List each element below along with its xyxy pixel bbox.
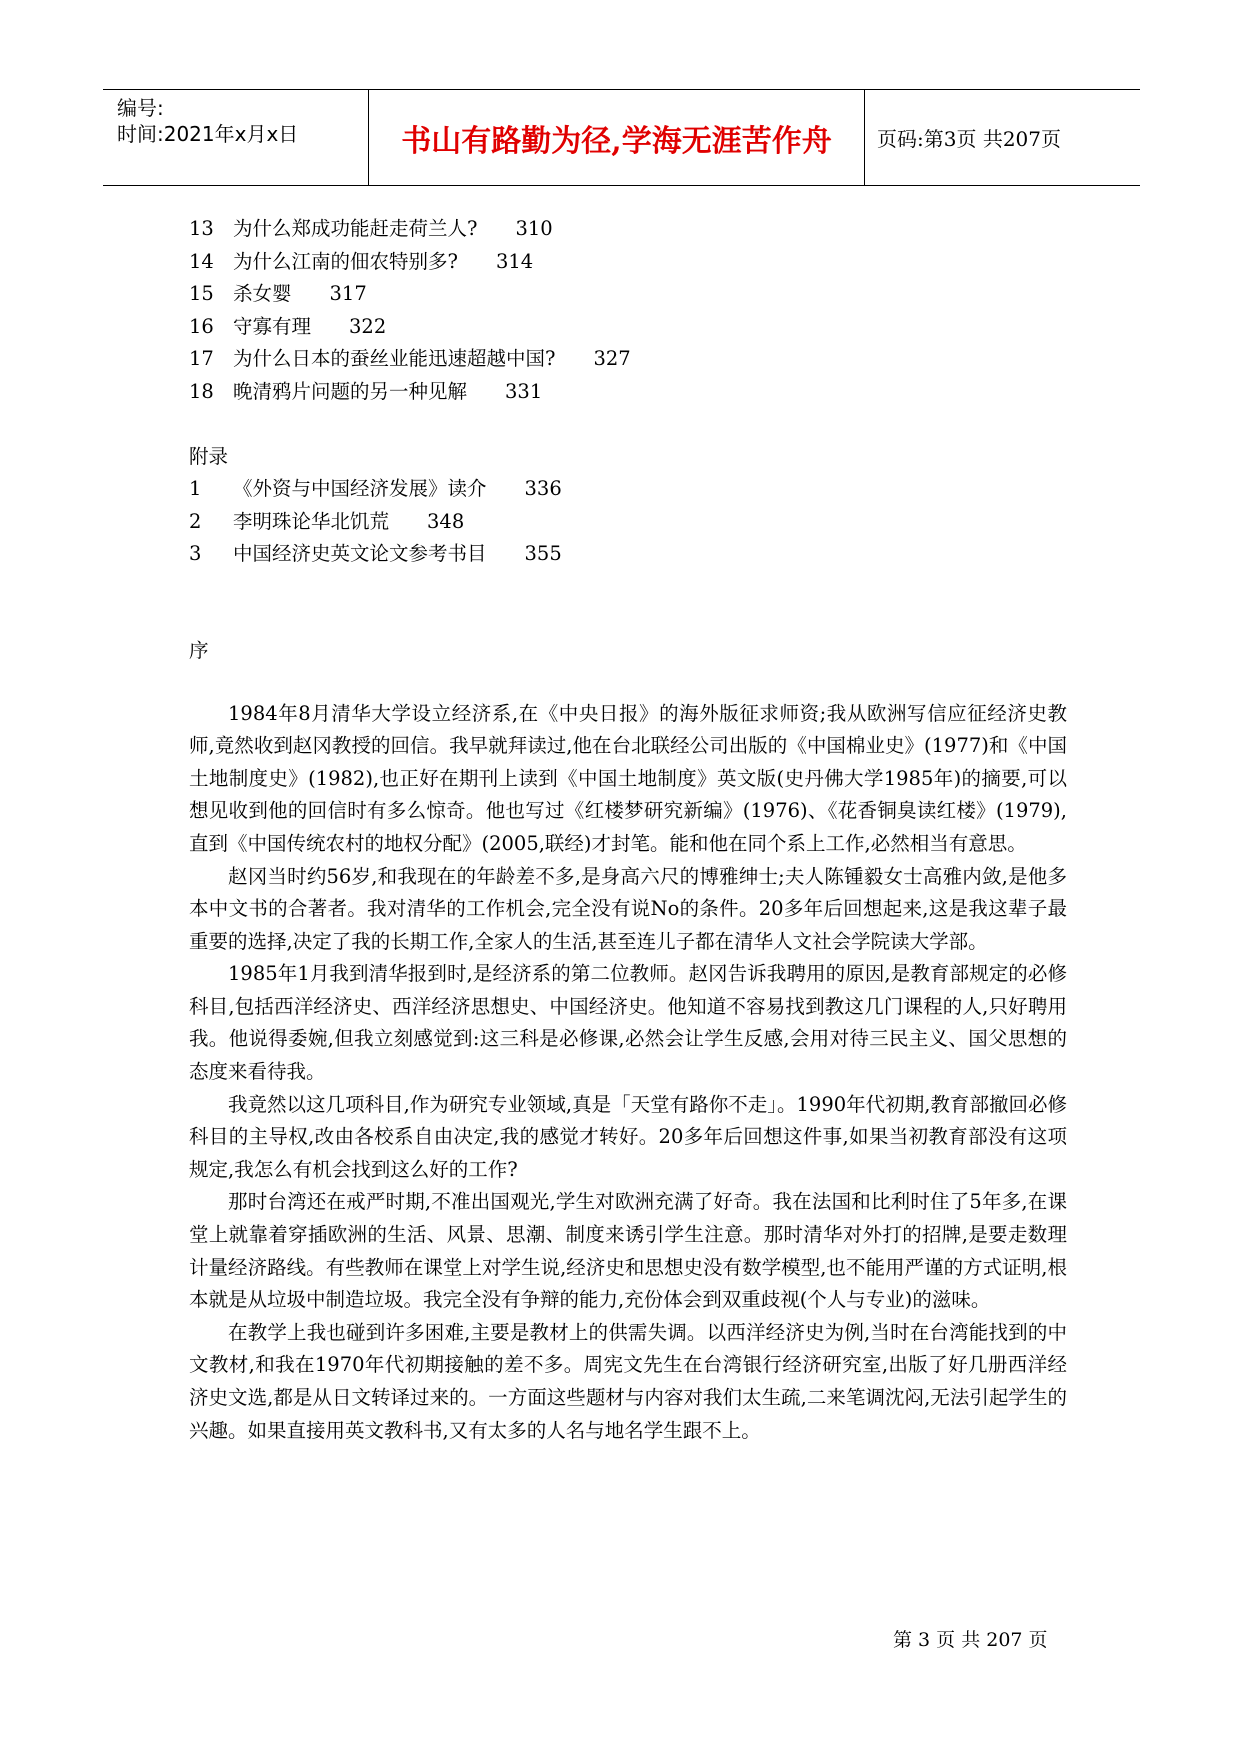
preface-heading: 序 xyxy=(189,638,209,662)
header-page-cell xyxy=(865,90,1140,185)
appendix-number: 3 xyxy=(189,542,202,566)
toc-item xyxy=(189,343,1067,376)
toc-item xyxy=(189,278,1067,311)
appendix-page: 348 xyxy=(427,509,465,533)
paragraph: 我竟然以这几项科目,作为研究专业领域,真是「天堂有路你不走」。1990年代初期,教育部撤回必修科目的主导权,改由各校系自由决定,我的感觉才转好。20多年后回想这件事,如果当初教育部没有这项规定,我怎么有机会找到这么好的工作? xyxy=(189,1092,1067,1181)
appendix-item xyxy=(189,473,1067,506)
toc-number: 17 xyxy=(189,347,214,371)
toc-number: 15 xyxy=(189,282,214,306)
page-footer: 第 3 页 共 207 页 xyxy=(893,1629,1048,1651)
motto: 书山有路勤为径,学海无涯苦作舟 xyxy=(401,123,832,159)
toc-page: 317 xyxy=(329,282,367,306)
toc-page: 327 xyxy=(593,347,631,371)
paragraph: 1984年8月清华大学设立经济系,在《中央日报》的海外版征求师资;我从欧洲写信应征经济史教师,竟然收到赵冈教授的回信。我早就拜读过,他在台北联经公司出版的《中国棉业史》(1977)和《中国土地制度史》(1982),也正好在期刊上读到《中国土地制度》英文版(史丹佛大学1985年)的摘要,可以想见收到他的回信时有多么惊奇。他也写过《红楼梦研究新编》(1976)、《花香铜臭读红楼》(1979),直到《中国传统农村的地权分配》(2005,联经)才封笔。能和他在同个系上工作,必然相当有意思。 xyxy=(189,701,1067,855)
paragraph: 赵冈当时约56岁,和我现在的年龄差不多,是身高六尺的博雅绅士;夫人陈锺毅女士高雅内敛,是他多本中文书的合著者。我对清华的工作机会,完全没有说No的条件。20多年后回想起来,这是我这辈子最重要的选择,决定了我的长期工作,全家人的生活,甚至连儿子都在清华人文社会学院读大学部。 xyxy=(189,864,1067,953)
time-label: 时间:2021年x月x日 xyxy=(117,122,299,146)
toc-list xyxy=(189,213,1067,409)
toc-item xyxy=(189,376,1067,409)
appendix-item xyxy=(189,506,1067,539)
paragraph: 那时台湾还在戒严时期,不准出国观光,学生对欧洲充满了好奇。我在法国和比利时住了5年多,在课堂上就靠着穿插欧洲的生活、风景、思潮、制度来诱引学生注意。那时清华对外打的招牌,是要走数理计量经济路线。有些教师在课堂上对学生说,经济史和思想史没有数学模型,也不能用严谨的方式证明,根本就是从垃圾中制造垃圾。我完全没有争辩的能力,充份体会到双重歧视(个人与专业)的滋味。 xyxy=(189,1190,1067,1312)
toc-number: 16 xyxy=(189,314,214,338)
toc-page: 314 xyxy=(495,249,534,273)
toc-number: 18 xyxy=(189,379,214,403)
appendix-title: 《外资与中国经济发展》读介 xyxy=(233,477,487,501)
header-motto-cell xyxy=(368,90,865,185)
appendix-title: 李明珠论华北饥荒 xyxy=(233,509,390,533)
toc-title: 晚清鸦片问题的另一种见解 xyxy=(233,379,468,403)
appendix-number: 2 xyxy=(189,509,202,533)
page-info: 页码:第3页 共207页 xyxy=(877,127,1061,151)
toc-page: 331 xyxy=(505,379,543,403)
header-left-cell xyxy=(103,90,368,185)
toc-page: 310 xyxy=(515,217,553,240)
toc-item xyxy=(189,246,1067,279)
appendix-page: 355 xyxy=(524,542,562,566)
appendix-title: 中国经济史英文论文参考书目 xyxy=(233,542,487,566)
toc-page: 322 xyxy=(349,314,387,338)
paragraph: 在教学上我也碰到许多困难,主要是教材上的供需失调。以西洋经济史为例,当时在台湾能找到的中文教材,和我在1970年代初期接触的差不多。周宪文先生在台湾银行经济研究室,出版了好几册西洋经济史文选,都是从日文转译过来的。一方面这些题材与内容对我们太生疏,二来笔调沈闷,无法引起学生的兴趣。如果直接用英文教科书,又有太多的人名与地名学生跟不上。 xyxy=(189,1320,1067,1442)
toc-title: 杀女婴 xyxy=(233,282,292,306)
appendix-page: 336 xyxy=(524,477,562,501)
header-table xyxy=(103,89,1140,186)
toc-title: 守寡有理 xyxy=(233,314,312,338)
toc-number: 13 xyxy=(189,217,214,240)
appendix-heading: 附录 xyxy=(189,444,229,468)
toc-number: 14 xyxy=(189,249,214,273)
toc-item xyxy=(189,213,1067,246)
appendix-list xyxy=(189,473,1067,571)
document-body xyxy=(189,213,1067,1447)
paragraph: 1985年1月我到清华报到时,是经济系的第二位教师。赵冈告诉我聘用的原因,是教育部规定的必修科目,包括西洋经济史、西洋经济思想史、中国经济史。他知道不容易找到教这几门课程的人,只好聘用我。他说得委婉,但我立刻感觉到:这三科是必修课,必然会让学生反感,会用对待三民主义、国父思想的态度来看待我。 xyxy=(189,962,1067,1084)
serial-label: 编号: xyxy=(117,96,164,120)
preface-body xyxy=(189,698,1067,1448)
appendix-number: 1 xyxy=(189,477,202,501)
toc-title: 为什么江南的佃农特别多? xyxy=(233,249,458,273)
toc-item xyxy=(189,311,1067,344)
appendix-item xyxy=(189,538,1067,571)
toc-title: 为什么日本的蚕丝业能迅速超越中国? xyxy=(233,347,556,371)
toc-title: 为什么郑成功能赶走荷兰人? xyxy=(233,217,478,240)
